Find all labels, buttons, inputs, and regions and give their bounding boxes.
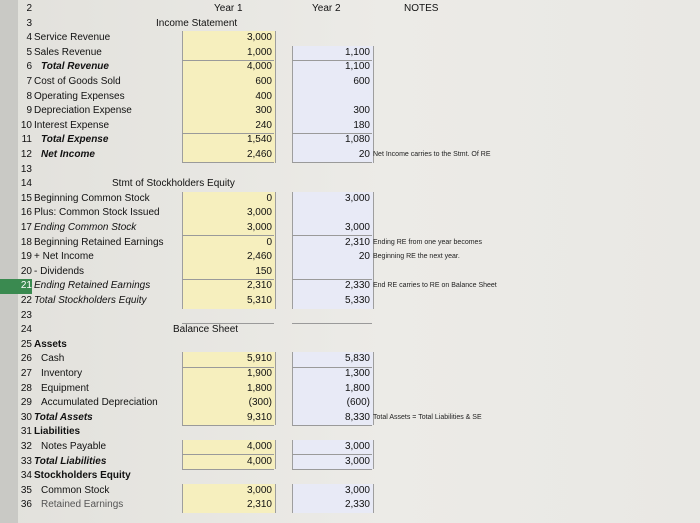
row-label[interactable]: Total Expense bbox=[41, 134, 109, 146]
table-row bbox=[0, 309, 700, 324]
year1-cell[interactable]: 3,000 bbox=[182, 31, 276, 46]
row-number[interactable]: 29 bbox=[20, 397, 32, 409]
row-label[interactable]: Equipment bbox=[41, 382, 89, 394]
year2-cell[interactable]: 5,830 bbox=[292, 352, 374, 367]
row-number[interactable]: 25 bbox=[20, 338, 32, 350]
table-row bbox=[0, 440, 700, 455]
row-label[interactable]: Cost of Goods Sold bbox=[34, 76, 121, 87]
table-row bbox=[0, 425, 700, 440]
row-number[interactable]: 9 bbox=[26, 105, 32, 117]
year1-cell[interactable]: 4,000 bbox=[182, 455, 276, 470]
year1-cell[interactable]: 240 bbox=[182, 119, 276, 134]
row-number[interactable]: 12 bbox=[20, 149, 32, 160]
table-row bbox=[0, 206, 700, 221]
note-cell[interactable]: End RE carries to RE on Balance Sheet bbox=[373, 282, 497, 290]
note-cell[interactable]: Ending RE from one year becomes bbox=[373, 238, 482, 246]
table-row bbox=[0, 367, 700, 382]
table-row bbox=[0, 265, 700, 280]
table-row bbox=[0, 382, 700, 397]
year2-cell[interactable]: 20 bbox=[292, 250, 374, 265]
year2-cell[interactable]: 1,800 bbox=[292, 382, 374, 397]
row-label[interactable]: Total Stockholders Equity bbox=[34, 295, 147, 306]
year1-cell[interactable]: 5,910 bbox=[182, 352, 276, 367]
table-row bbox=[0, 250, 700, 265]
row-label[interactable]: Plus: Common Stock Issued bbox=[34, 207, 160, 219]
year2-cell[interactable]: 3,000 bbox=[292, 484, 374, 499]
year1-cell[interactable]: 3,000 bbox=[182, 484, 276, 499]
row-label[interactable]: + Net Income bbox=[34, 251, 94, 263]
year1-cell[interactable]: 3,000 bbox=[182, 221, 276, 236]
year1-cell[interactable]: 0 bbox=[182, 192, 276, 207]
year2-cell[interactable]: 2,310 bbox=[292, 236, 374, 251]
year2-cell[interactable]: 3,000 bbox=[292, 455, 374, 470]
year2-cell[interactable]: 5,330 bbox=[292, 294, 374, 309]
row-number[interactable]: 13 bbox=[20, 163, 32, 175]
year1-cell[interactable]: 1,540 bbox=[182, 133, 276, 148]
row-label[interactable]: Accumulated Depreciation bbox=[41, 397, 158, 409]
row-number[interactable]: 16 bbox=[20, 207, 32, 219]
header-row bbox=[0, 2, 700, 17]
row-number[interactable]: 8 bbox=[26, 90, 32, 102]
equity-statement-title: Stmt of Stockholders Equity bbox=[112, 178, 235, 190]
row-label[interactable]: Assets bbox=[34, 338, 67, 350]
row-label[interactable]: Ending Retained Earnings bbox=[34, 280, 151, 292]
year2-cell[interactable]: 3,000 bbox=[292, 440, 374, 455]
table-row bbox=[0, 104, 700, 119]
table-row bbox=[0, 352, 700, 367]
table-row bbox=[0, 469, 700, 484]
year1-cell[interactable]: 9,310 bbox=[182, 411, 276, 426]
table-row bbox=[0, 177, 700, 192]
table-row bbox=[0, 119, 700, 134]
year2-cell[interactable] bbox=[292, 265, 374, 280]
year2-cell[interactable]: 1,080 bbox=[292, 133, 374, 148]
year1-cell[interactable]: 300 bbox=[182, 104, 276, 119]
year1-cell[interactable]: 5,310 bbox=[182, 294, 276, 309]
row-number[interactable]: 35 bbox=[20, 484, 32, 496]
table-row bbox=[0, 46, 700, 61]
row-number[interactable]: 33 bbox=[20, 455, 32, 467]
row-number[interactable]: 14 bbox=[20, 178, 32, 190]
year1-cell[interactable]: 400 bbox=[182, 90, 276, 105]
row-number[interactable]: 32 bbox=[20, 441, 32, 452]
table-row bbox=[0, 279, 700, 294]
row-label[interactable]: Retained Earnings bbox=[41, 499, 124, 511]
row-label[interactable]: Depreciation Expense bbox=[34, 105, 132, 117]
year2-cell[interactable]: 600 bbox=[292, 75, 374, 90]
row-number[interactable]: 27 bbox=[20, 368, 32, 379]
year1-cell[interactable]: 4,000 bbox=[182, 60, 276, 75]
table-row bbox=[0, 323, 700, 338]
table-row bbox=[0, 31, 700, 46]
table-row bbox=[0, 163, 700, 178]
year1-cell[interactable]: 4,000 bbox=[182, 440, 276, 455]
year2-cell[interactable] bbox=[292, 90, 374, 105]
row-label[interactable]: Beginning Common Stock bbox=[34, 192, 150, 204]
table-row bbox=[0, 498, 700, 513]
row-label[interactable]: Cash bbox=[41, 353, 65, 365]
table-row bbox=[0, 411, 700, 426]
table-row bbox=[0, 75, 700, 90]
table-row bbox=[0, 133, 700, 148]
row-label[interactable]: Ending Common Stock bbox=[34, 222, 137, 233]
table-row bbox=[0, 236, 700, 251]
year2-cell[interactable]: 2,330 bbox=[292, 279, 374, 294]
table-row bbox=[0, 455, 700, 470]
row-label[interactable]: Net Income bbox=[41, 149, 95, 160]
year2-cell[interactable]: 1,100 bbox=[292, 46, 374, 61]
row-number[interactable]: 24 bbox=[20, 324, 32, 336]
table-row bbox=[0, 90, 700, 105]
row-number[interactable]: 6 bbox=[26, 61, 32, 73]
year2-cell[interactable]: 2,330 bbox=[292, 498, 374, 513]
note-cell[interactable]: Net Income carries to the Stmt. Of RE bbox=[373, 151, 491, 158]
table-row bbox=[0, 192, 700, 207]
row-number[interactable]: 11 bbox=[21, 134, 32, 146]
year2-cell[interactable]: (600) bbox=[292, 396, 374, 411]
table-row bbox=[0, 484, 700, 499]
year1-header: Year 1 bbox=[214, 3, 243, 14]
year1-cell[interactable]: 150 bbox=[182, 265, 276, 280]
year1-cell[interactable]: 2,460 bbox=[182, 148, 276, 163]
row-label[interactable]: Inventory bbox=[41, 368, 83, 379]
row-label[interactable]: Common Stock bbox=[41, 484, 110, 496]
row-number[interactable]: 28 bbox=[20, 382, 32, 394]
row-label[interactable]: Sales Revenue bbox=[34, 46, 102, 58]
table-row bbox=[0, 338, 700, 353]
row-number[interactable]: 31 bbox=[20, 426, 32, 438]
notes-header: NOTES bbox=[404, 3, 439, 14]
row-label[interactable]: Service Revenue bbox=[34, 32, 111, 44]
year2-cell[interactable]: 300 bbox=[292, 104, 374, 119]
table-row bbox=[0, 17, 700, 32]
row-number[interactable]: 19 bbox=[20, 251, 32, 263]
year2-cell[interactable] bbox=[292, 206, 374, 221]
year1-cell[interactable]: 2,310 bbox=[182, 279, 276, 294]
row-label[interactable]: Notes Payable bbox=[41, 441, 107, 452]
year1-cell[interactable]: 600 bbox=[182, 75, 276, 90]
row-number[interactable]: 36 bbox=[20, 499, 32, 511]
year1-cell[interactable]: 1,800 bbox=[182, 382, 276, 397]
note-cell[interactable]: Beginning RE the next year. bbox=[373, 253, 460, 261]
row-label[interactable]: Total Liabilities bbox=[34, 455, 107, 467]
row-number[interactable]: 26 bbox=[20, 353, 32, 365]
row-number[interactable]: 23 bbox=[20, 309, 32, 321]
row-label[interactable]: Liabilities bbox=[34, 426, 81, 438]
year1-cell[interactable]: 1,900 bbox=[182, 367, 276, 382]
year2-cell[interactable]: 3,000 bbox=[292, 221, 374, 236]
year2-header: Year 2 bbox=[312, 3, 341, 14]
year1-cell[interactable]: 3,000 bbox=[182, 206, 276, 221]
row-number[interactable]: 17 bbox=[20, 222, 32, 233]
year1-cell[interactable]: 2,310 bbox=[182, 498, 276, 513]
row-number[interactable]: 10 bbox=[20, 119, 32, 131]
row-label[interactable]: Total Revenue bbox=[41, 61, 109, 73]
year2-cell[interactable]: 1,300 bbox=[292, 367, 374, 382]
row-number[interactable]: 21 bbox=[0, 279, 32, 294]
table-row bbox=[0, 396, 700, 411]
row-label[interactable]: Interest Expense bbox=[34, 119, 110, 131]
balance-sheet-title: Balance Sheet bbox=[173, 324, 239, 336]
row-label[interactable]: - Dividends bbox=[34, 265, 85, 277]
table-row bbox=[0, 221, 700, 236]
year2-cell[interactable]: 8,330 bbox=[292, 411, 374, 426]
row-label[interactable]: Total Assets bbox=[34, 411, 93, 423]
row-label[interactable]: Operating Expenses bbox=[34, 90, 125, 102]
income-statement-title: Income Statement bbox=[156, 17, 238, 29]
row-number[interactable]: 20 bbox=[20, 265, 32, 277]
table-row bbox=[0, 148, 700, 163]
table-row bbox=[0, 294, 700, 309]
row-number[interactable]: 7 bbox=[26, 76, 32, 87]
row-number[interactable]: 5 bbox=[26, 46, 32, 58]
year2-cell[interactable]: 3,000 bbox=[292, 192, 374, 207]
table-row bbox=[0, 60, 700, 75]
year1-cell[interactable]: 1,000 bbox=[182, 46, 276, 61]
year2-cell[interactable]: 180 bbox=[292, 119, 374, 134]
note-cell[interactable]: Total Assets = Total Liabilities & SE bbox=[373, 413, 482, 421]
year2-cell[interactable]: 20 bbox=[292, 148, 374, 163]
year1-cell[interactable]: 0 bbox=[182, 236, 276, 251]
row-number[interactable]: 18 bbox=[20, 236, 32, 248]
row-number[interactable]: 34 bbox=[20, 470, 32, 482]
row-number[interactable]: 2 bbox=[26, 3, 32, 14]
year1-cell[interactable]: 2,460 bbox=[182, 250, 276, 265]
row-number[interactable]: 30 bbox=[20, 411, 32, 423]
year2-cell[interactable]: 1,100 bbox=[292, 60, 374, 75]
row-number[interactable]: 15 bbox=[20, 192, 32, 204]
row-number[interactable]: 22 bbox=[20, 295, 32, 306]
row-label[interactable]: Beginning Retained Earnings bbox=[34, 236, 164, 248]
row-number[interactable]: 4 bbox=[26, 32, 32, 44]
row-number[interactable]: 3 bbox=[26, 17, 32, 29]
row-label[interactable]: Stockholders Equity bbox=[34, 470, 131, 482]
year1-cell[interactable]: (300) bbox=[182, 396, 276, 411]
